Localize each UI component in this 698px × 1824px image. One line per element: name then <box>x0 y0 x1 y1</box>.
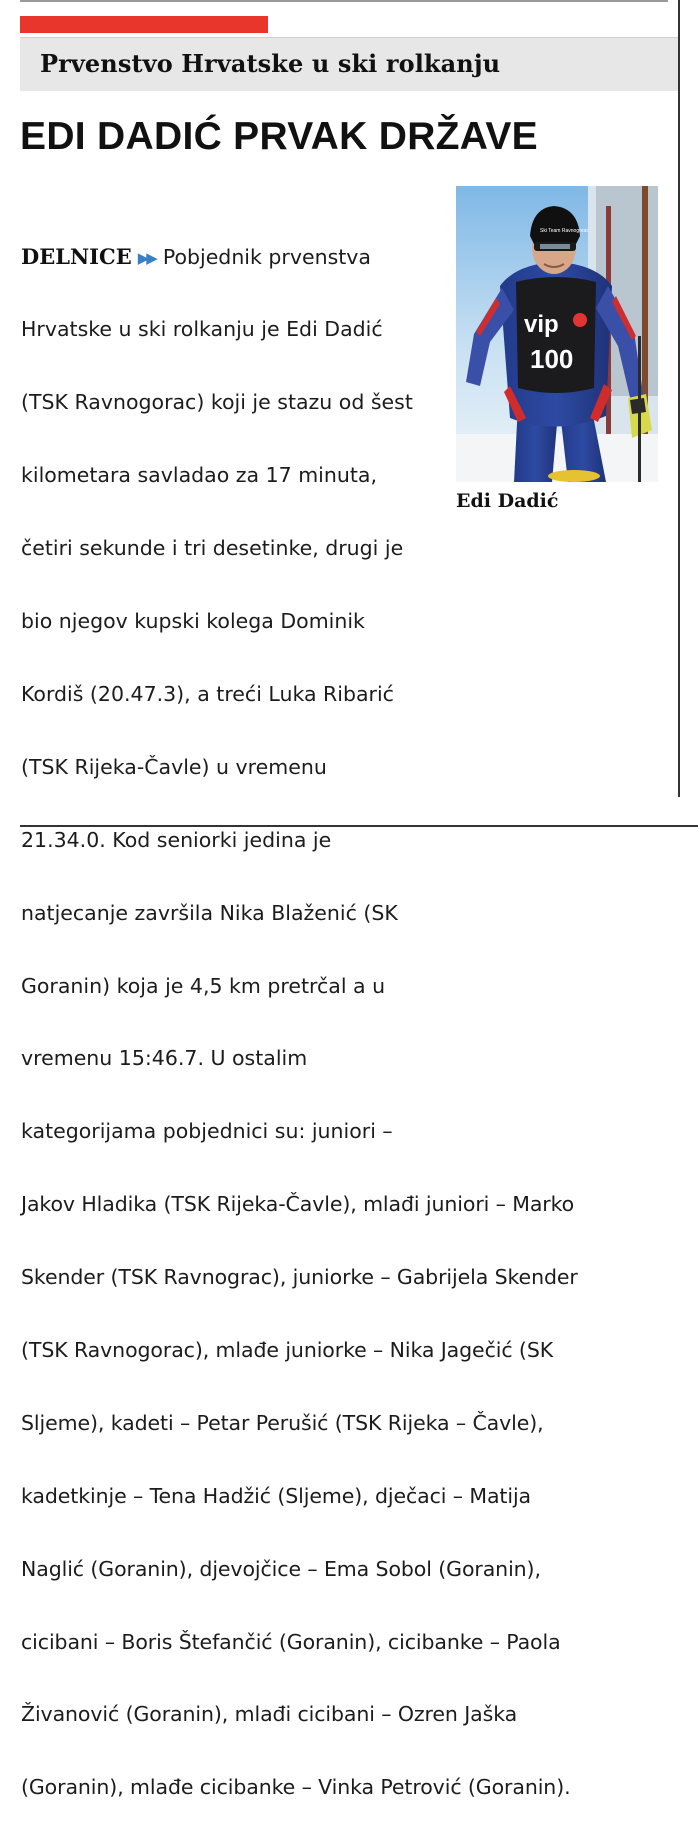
body-line: Naglić (Goranin), djevojčice – Ema Sobol (Goranin), <box>21 1556 541 1581</box>
body-line: (TSK Ravnogorac) koji je stazu od šest <box>21 390 413 415</box>
body-line: kategorijama pobjednici su: juniori – <box>21 1119 393 1144</box>
body-line: kilometara savladao za 17 minuta, <box>21 463 377 488</box>
section-color-bar <box>20 16 268 33</box>
bib-sponsor-text: vip <box>524 311 559 338</box>
bib-number: 100 <box>530 344 574 374</box>
dateline: DELNICE <box>21 243 132 269</box>
body-line-text: Pobjednik prvenstva <box>162 244 371 269</box>
body-line: (TSK Rijeka-Čavle) u vremenu <box>21 754 327 779</box>
kicker: Prvenstvo Hrvatske u ski rolkanju <box>40 49 501 78</box>
body-line: kadetkinje – Tena Hadžić (Sljeme), dječaci – Matija <box>21 1483 532 1508</box>
kicker-band <box>20 37 678 91</box>
article-body <box>21 196 578 1824</box>
body-line: 21.34.0. Kod seniorki jedina je <box>21 827 332 852</box>
top-rule <box>20 0 668 2</box>
photo-caption: Edi Dadić <box>456 490 559 512</box>
body-line: vremenu 15:46.7. U ostalim <box>21 1046 308 1071</box>
body-line: natjecanje završila Nika Blaženić (SK <box>21 900 398 925</box>
body-line: (Goranin), mlađe cicibanke – Vinka Petrović (Goranin). <box>21 1775 571 1800</box>
body-line: cicibani – Boris Štefančić (Goranin), cicibanke – Paola <box>21 1629 561 1654</box>
body-line: Jakov Hladika (TSK Rijeka-Čavle), mlađi juniori – Marko <box>21 1192 575 1217</box>
body-line: bio njegov kupski kolega Dominik <box>21 609 365 634</box>
body-line: četiri sekunde i tri desetinke, drugi je <box>21 536 404 561</box>
body-line: Sljeme), kadeti – Petar Perušić (TSK Rijeka – Čavle), <box>21 1410 544 1435</box>
body-line: Goranin) koja je 4,5 km pretrčal a u <box>21 973 386 998</box>
body-line: Kordiš (20.47.3), a treći Luka Ribarić <box>21 681 394 706</box>
bottom-rule <box>20 825 698 827</box>
headline: EDI DADIĆ PRVAK DRŽAVE <box>20 115 538 158</box>
hat-text: Ski Team Ravnogorac <box>540 228 589 234</box>
body-line <box>21 245 578 269</box>
dateline-arrow-icon: ▶▶ <box>137 248 155 267</box>
body-line: Hrvatske u ski rolkanju je Edi Dadić <box>21 317 383 342</box>
body-line: Živanović (Goranin), mlađi cicibani – Ozren Jaška <box>21 1702 518 1727</box>
column-rule <box>678 0 680 797</box>
body-line: Skender (TSK Ravnograc), juniorke – Gabrijela Skender <box>21 1265 578 1290</box>
body-line: (TSK Ravnogorac), mlađe juniorke – Nika Jagečić (SK <box>21 1337 554 1362</box>
